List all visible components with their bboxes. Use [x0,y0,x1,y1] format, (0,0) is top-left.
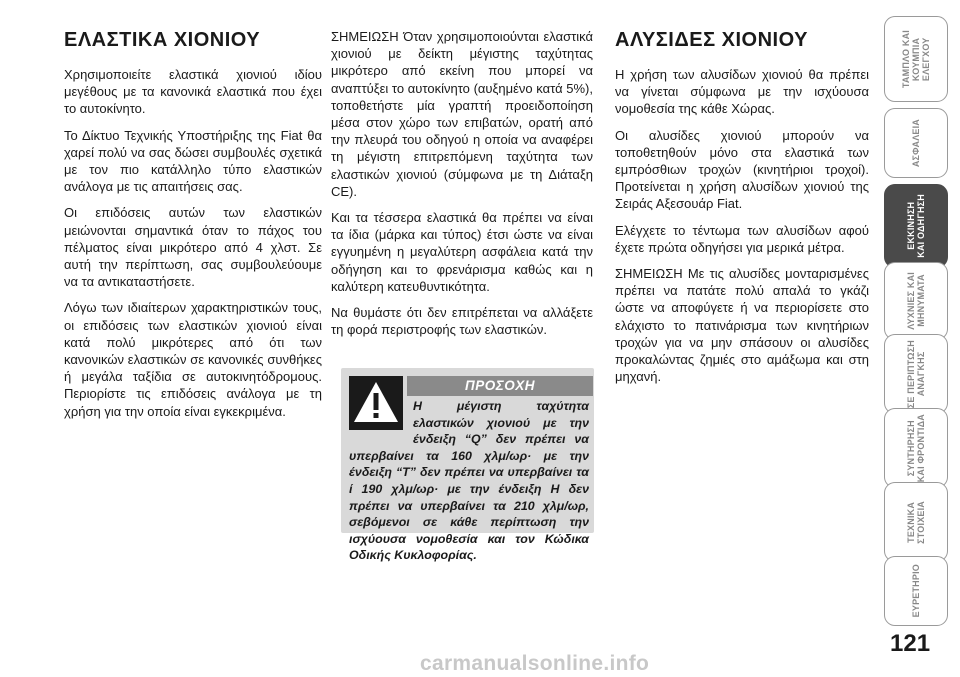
tab-label: ΣΕ ΠΕΡΙΠΤΩΣΗ ΑΝΑΓΚΗΣ [906,339,926,409]
section-title-snow-chains: ΑΛΥΣΙΔΕΣ ΧΙΟΝΙΟΥ [615,29,808,51]
tab-maintenance[interactable] [884,408,948,488]
paragraph: Και τα τέσσερα ελαστικά θα πρέπει να είναι τα ίδια (μάρκα και τύπος) έτσι ώστε να είναι εγγυημένη η μεγαλύτερη ασφάλεια κατά την οδήγηση και το φρενάρισμα καθώς και η καλύτερη κατευθυντικότητα. [331,210,593,294]
warning-label: ΠΡΟΣΟΧΗ [407,376,593,396]
warning-text-content: Η μέγιστη ταχύτητα ελαστικών χιονιού με την ένδειξη “Q” δεν πρέπει να υπερβαίνει τα 160 χλμ/ωρ· με την ένδειξη “T” δεν πρέπει να υπερβαίνει τα ί 190 χλμ/ωρ· με την ένδειξη Η δεν πρέπει να υπερβαίνει τα 210 χλμ/ωρ, σεβόμενοι σε κάθε περίπτωση την ισχύουσα νομοθεσία και τον Κώδικα Οδικής Κυκλοφορίας. [349,399,589,563]
tab-technical-data[interactable] [884,482,948,562]
tab-label: ΕΥΡΕΤΗΡΙΟ [911,564,921,618]
paragraph: Οι επιδόσεις αυτών των ελαστικών μειώνονται σημαντικά όταν το πάχος του πέλματος είναι μικρότερο από 4 χλστ. Σε αυτή την περίπτωση, σας συμβουλεύουμε να τα αντικαταστήσετε. [64,205,322,290]
tab-label: ΤΕΧΝΙΚΑ ΣΤΟΙΧΕΙΑ [906,500,926,544]
paragraph: Οι αλυσίδες χιονιού μπορούν να τοποθετηθούν μόνο στα ελαστικά των εμπρόσθιων τροχών (κινητήριοι τροχοί). Προτείνεται η χρήση αλυσίδων χιονιού της Σειράς Αξεσουάρ Fiat. [615,127,869,212]
paragraph: ΣΗΜΕΙΩΣΗ Με τις αλυσίδες μονταρισμένες πρέπει να πατάτε πολύ απαλά το γκάζι ώστε να αποφύγετε ή να περιορίσετε στο ελάχιστο το πατινάρισμα των κινητήριων τροχών για να μην σπάσουν οι αλυσίδες προκαλώντας ζημιές στο αμάξωμα και στη μηχανή. [615,266,869,385]
paragraph: Χρησιμοποιείτε ελαστικά χιονιού ιδίου μεγέθους με τα κανονικά ελαστικά που έχει το αυτοκίνητο. [64,67,322,117]
tab-lights-messages[interactable] [884,262,948,340]
column-snow-chains [615,28,869,394]
paragraph: Ελέγχετε το τέντωμα των αλυσίδων αφού έχετε πρώτα οδηγήσει για μερικά μέτρα. [615,222,869,255]
watermark: carmanualsonline.info [420,652,650,675]
paragraph: Το Δίκτυο Τεχνικής Υποστήριξης της Fiat θα χαρεί πολύ να σας δώσει συμβουλές σχετικά με τον πιο κατάλληλο τύπο ελαστικών ανάλογα με τις απαιτήσεις σας. [64,127,322,195]
warning-box [341,368,594,563]
warning-text [349,398,589,564]
page-number: 121 [890,630,931,657]
tab-label: ΑΣΦΑΛΕΙΑ [911,118,921,168]
tab-label: ΣΥΝΤΗΡΗΣΗ ΚΑΙ ΦΡΟΝΤΙΔΑ [906,413,926,483]
column-snow-tyres [64,28,322,429]
column-note [331,28,593,347]
tab-label: ΕΚΚΙΝΗΣΗ ΚΑΙ ΟΔΗΓΗΣΗ [906,194,926,258]
tab-index[interactable] [884,556,948,626]
paragraph: Να θυμάστε ότι δεν επιτρέπεται να αλλάξετε τη φορά περιστροφής των ελαστικών. [331,305,593,338]
tab-starting-driving[interactable] [884,184,948,268]
tab-safety[interactable] [884,108,948,178]
tab-emergency[interactable] [884,334,948,414]
paragraph: Λόγω των ιδιαίτερων χαρακτηριστικών τους, οι επιδόσεις των ελαστικών χιονιού είναι κατά πολύ μικρότερες από ότι των κανονικών ελαστικών σε κανονικές συνθήκες ή μεγάλα ταξίδια σε αυτοκινητόδρομους. Περιορίστε τις επιδόσεις ανάλογα με τη χρήση για την οποία είναι εγκεκριμένα. [64,300,322,419]
tab-label: ΤΑΜΠΛΟ ΚΑΙ ΚΟΥΜΠΙΑ ΕΛΕΓΧΟΥ [901,29,931,89]
paragraph: Η χρήση των αλυσίδων χιονιού θα πρέπει να γίνεται σύμφωνα με την ισχύουσα νομοθεσία της κάθε Χώρας. [615,67,869,117]
tab-dashboard-controls[interactable] [884,16,948,102]
tab-label: ΛΥΧΝΙΕΣ ΚΑΙ ΜΗΝΥΜΑΤΑ [906,272,926,330]
paragraph: ΣΗΜΕΙΩΣΗ Όταν χρησιμοποιούνται ελαστικά χιονιού με δείκτη μέγιστης ταχύτητας μικρότερο από εκείνη που μπορεί να αναπτύξει το αυτοκίνητο (αυξημένο κατά 5%), τοποθετήστε μία γραπτή προειδοποίηση μέσα στον χώρο των επιβατών, ορατή από την πλευρά του οδηγού η οποία να αναφέρει τη μέγιστη επιτρεπόμενη ταχύτητα των ελαστικών χιονιού (σύμφωνα με τη Διάταξη CE). [331,29,593,199]
section-title-snow-tyres: ΕΛΑΣΤΙΚΑ ΧΙΟΝΙΟΥ [64,29,261,51]
